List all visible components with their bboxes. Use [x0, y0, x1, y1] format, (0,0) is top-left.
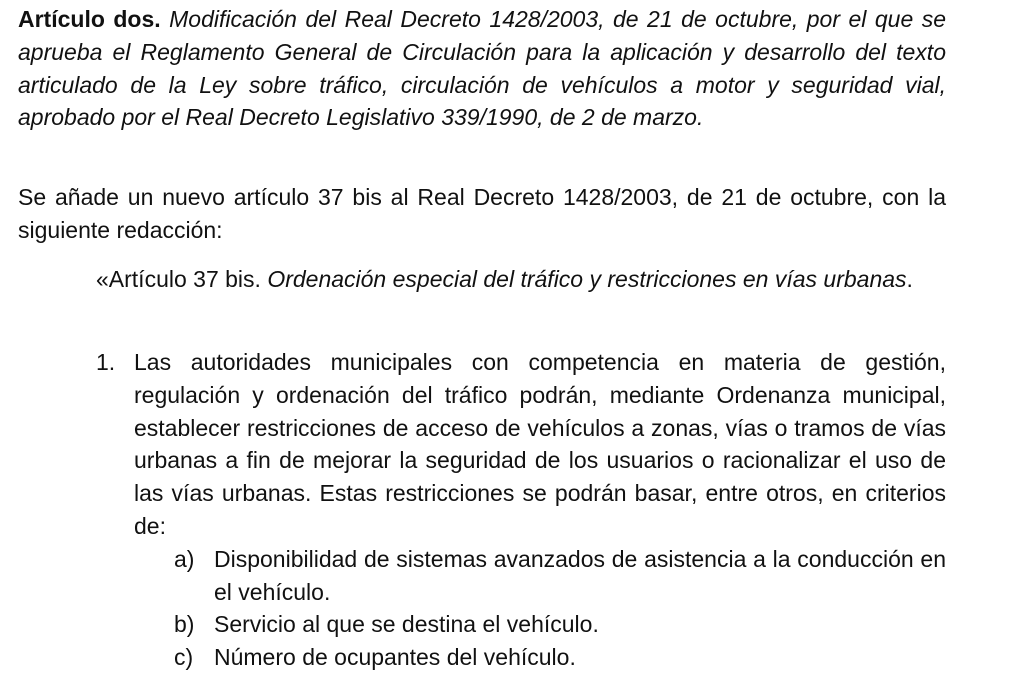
- list-marker-1: 1.: [96, 349, 116, 375]
- sublist-marker-b: b): [174, 611, 195, 638]
- list-item-1: [96, 346, 946, 674]
- quoted-article-trailing: .: [906, 266, 913, 292]
- sublist-item-b-text: Servicio al que se destina el vehículo.: [214, 611, 599, 638]
- sublist-marker-c: c): [174, 644, 194, 671]
- lettered-sublist: [174, 543, 946, 674]
- quoted-article-title: [96, 263, 946, 296]
- article-heading-paragraph: [18, 3, 946, 134]
- list-item-1-text: Las autoridades municipales con competencia en materia de gestión, regulación y ordenación del tráfico podrán, mediante Ordenanza municipal, establecer restricciones de acceso de vehículos a zonas, vías o tramos de vías urbanas a fin de mejorar la seguridad de los usuarios o racionalizar el uso de las vías urbanas. Estas restricciones se podrán basar, entre otros, en criterios de:: [134, 349, 946, 539]
- sublist-item-a-text: Disponibilidad de sistemas avanzados de asistencia a la conducción en el vehículo.: [214, 545, 946, 605]
- sublist-item-c: [174, 641, 946, 674]
- quoted-article-italic-title: Ordenación especial del tráfico y restricciones en vías urbanas: [267, 266, 907, 292]
- sublist-item-c-text: Número de ocupantes del vehículo.: [214, 644, 576, 671]
- article-body-paragraph: Se añade un nuevo artículo 37 bis al Real Decreto 1428/2003, de 21 de octubre, con la siguiente redacción:: [18, 184, 946, 243]
- sublist-item-b: [174, 608, 946, 641]
- sublist-marker-a: a): [174, 545, 195, 572]
- article-heading-italic: Modificación del Real Decreto 1428/2003, de 21 de octubre, por el que se aprueba el Reglamento General de Circulación para la aplicación y desarrollo del texto articulado de la Ley sobre tráfico, circulación de vehículos a motor y seguridad vial, aprobado por el Real Decreto Legislativo 339/1990, de 2 de marzo.: [18, 6, 947, 131]
- article-heading-bold: Artículo dos.: [18, 6, 161, 32]
- numbered-list: [96, 346, 946, 674]
- sublist-item-a: [174, 543, 946, 609]
- quoted-article-lead: «Artículo 37 bis.: [96, 266, 268, 292]
